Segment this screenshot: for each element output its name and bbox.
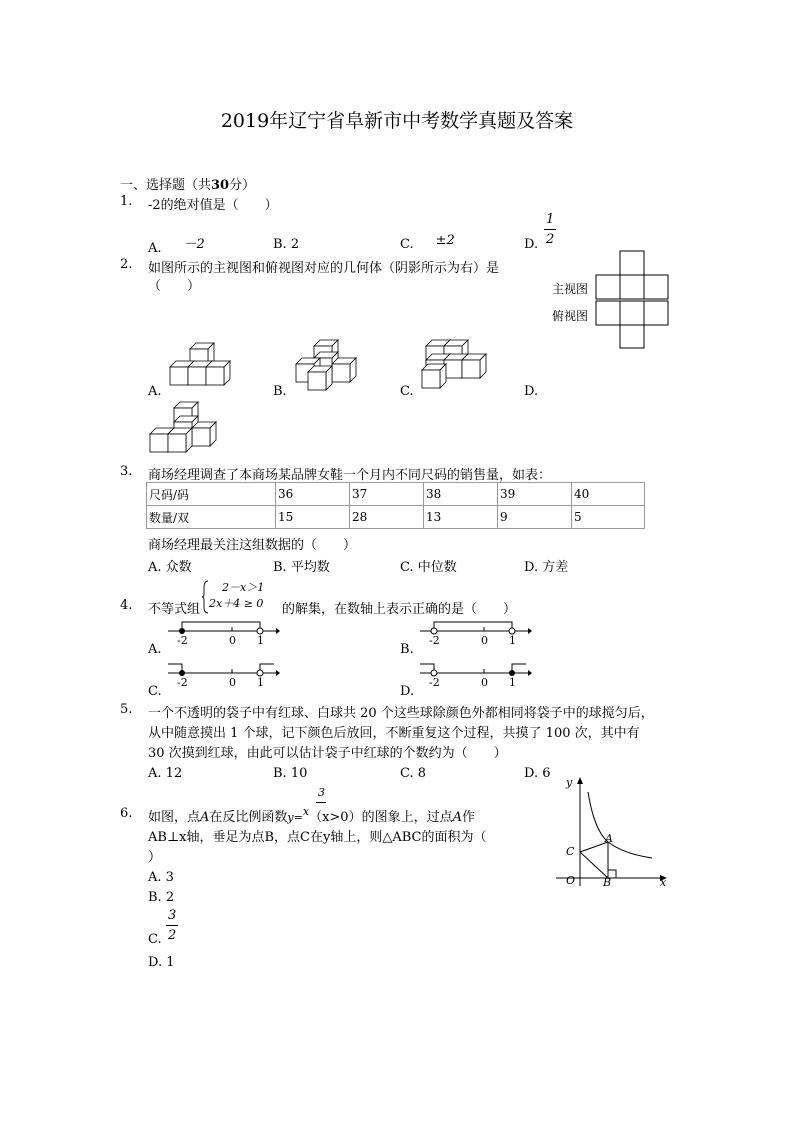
top-view-label: 俯视图	[552, 309, 589, 323]
tick-label: 0	[481, 634, 488, 647]
q1-option-c: C. ±2	[400, 233, 455, 252]
tick-label: 1	[509, 676, 516, 689]
q2-option-c: C.	[400, 384, 414, 399]
q6-line3: ）	[148, 850, 162, 865]
q4-option-c: C.	[148, 684, 162, 699]
q6-line1: 如图，点A在反比例函数y=$^x$（x>0）的图象上，过点A作	[148, 805, 475, 825]
graph-origin-label: O	[566, 874, 576, 887]
views-figure	[596, 250, 672, 350]
q5-line1: 一个不透明的袋子中有红球、白球共 20 个这些球除颜色外都相同将袋子中的球搅匀后，	[148, 706, 654, 721]
table-cell: 28	[350, 506, 424, 529]
tick-label: -2	[177, 634, 188, 647]
table-cell: 39	[498, 483, 572, 506]
q3-option-c: C. 中位数	[400, 560, 457, 575]
graph-x-label: x	[660, 876, 667, 889]
main-view-label: 主视图	[552, 282, 589, 296]
table-cell: 36	[276, 483, 350, 506]
q6-option-a: A. 3	[148, 870, 174, 885]
graph-y-label: y	[566, 776, 573, 789]
q2-option-d: D.	[524, 384, 539, 399]
table-cell: 15	[276, 506, 350, 529]
q2-number: 2.	[120, 257, 133, 272]
q6-c-denominator: 2	[168, 928, 177, 943]
graph-point-a: A	[605, 832, 613, 845]
table-cell: 37	[350, 483, 424, 506]
q6-number: 6.	[120, 806, 133, 821]
q5-option-c: C. 8	[400, 766, 427, 781]
q5-option-b: B. 10	[273, 766, 308, 781]
q1-option-b: B. 2	[273, 237, 300, 252]
tick-label: 0	[481, 676, 488, 689]
page-title: 2019年辽宁省阜新市中考数学真题及答案	[220, 110, 574, 132]
q4-text-pre: 不等式组	[148, 602, 201, 617]
q6-line2: AB⊥x轴，垂足为点B，点C在y轴上，则△ABC的面积为（	[148, 830, 487, 845]
tick-label: -2	[177, 676, 188, 689]
q2-figure-d	[148, 402, 223, 457]
tick-label: 0	[229, 634, 236, 647]
table-row	[147, 483, 645, 506]
fraction-bar	[316, 802, 326, 803]
q3-text2: 商场经理最关注这组数据的（ ）	[148, 538, 357, 553]
q3-option-a: A. 众数	[148, 560, 192, 575]
q6-func-numerator: 3	[318, 786, 325, 799]
fraction-bar	[166, 925, 178, 926]
tick-label: -2	[429, 634, 440, 647]
q4-option-a: A.	[148, 642, 162, 657]
q1-option-d: D.	[524, 237, 539, 252]
q2-figure-a	[168, 343, 238, 393]
table-cell: 13	[424, 506, 498, 529]
q2-option-b: B.	[273, 384, 287, 399]
fraction-bar	[544, 229, 556, 230]
q2-figure-b	[294, 340, 364, 395]
q4-option-b: B.	[400, 642, 414, 657]
q6-option-b: B. 2	[148, 890, 175, 905]
q4-option-d: D.	[400, 684, 415, 699]
q3-option-b: B. 平均数	[273, 560, 330, 575]
q2-text: 如图所示的主视图和俯视图对应的几何体（阴影所示为右）是	[148, 261, 500, 276]
q4-number: 4.	[120, 598, 133, 613]
tick-label: 1	[257, 676, 264, 689]
q5-number: 5.	[120, 702, 133, 717]
q3-option-d: D. 方差	[524, 560, 569, 575]
tick-label: 0	[229, 676, 236, 689]
q6-c-numerator: 3	[168, 908, 177, 923]
table-cell: 9	[498, 506, 572, 529]
q1-number: 1.	[120, 194, 133, 209]
tick-label: -2	[429, 676, 440, 689]
table-row	[147, 506, 645, 529]
q4-inequality-1: 2－x＞1	[222, 581, 265, 594]
q5-line2: 从中随意摸出 1 个球，记下颜色后放回，不断重复这个过程，共摸了 100 次，其中有	[148, 726, 640, 741]
q4-inequality-2: 2x＋4 ≥ 0	[209, 597, 264, 610]
q1-d-numerator: 1	[546, 212, 555, 227]
table-cell: 5	[572, 506, 645, 529]
graph-point-b: B	[603, 876, 612, 889]
q2-text-paren: （ ）	[148, 279, 201, 294]
q5-option-d: D. 6	[524, 766, 551, 781]
table-cell: 数量/双	[147, 506, 276, 529]
q6-option-d: D. 1	[148, 955, 175, 970]
tick-label: 1	[509, 634, 516, 647]
q3-text: 商场经理调查了本商场某品牌女鞋一个月内不同尺码的销售量，如表：	[148, 468, 552, 483]
q1-text: -2的绝对值是（ ）	[148, 198, 278, 213]
q3-number: 3.	[120, 464, 133, 479]
section-heading: 一、选择题（共30分）	[120, 178, 256, 193]
q5-option-a: A. 12	[148, 766, 183, 781]
table-cell: 38	[424, 483, 498, 506]
tick-label: 1	[257, 634, 264, 647]
q1-d-denominator: 2	[546, 232, 555, 247]
q6-option-c: C.	[148, 932, 162, 947]
table-cell: 尺码/码	[147, 483, 276, 506]
q5-line3: 30 次摸到红球，由此可以估计袋子中红球的个数约为（ ）	[148, 746, 507, 761]
table-cell: 40	[572, 483, 645, 506]
graph-point-c: C	[566, 845, 575, 858]
q2-figure-c	[422, 340, 492, 395]
q1-option-a: A. －2	[148, 237, 205, 256]
q4-text-post: 的解集，在数轴上表示正确的是（ ）	[282, 602, 517, 617]
size-table	[146, 482, 645, 529]
q2-option-a: A.	[148, 384, 162, 399]
